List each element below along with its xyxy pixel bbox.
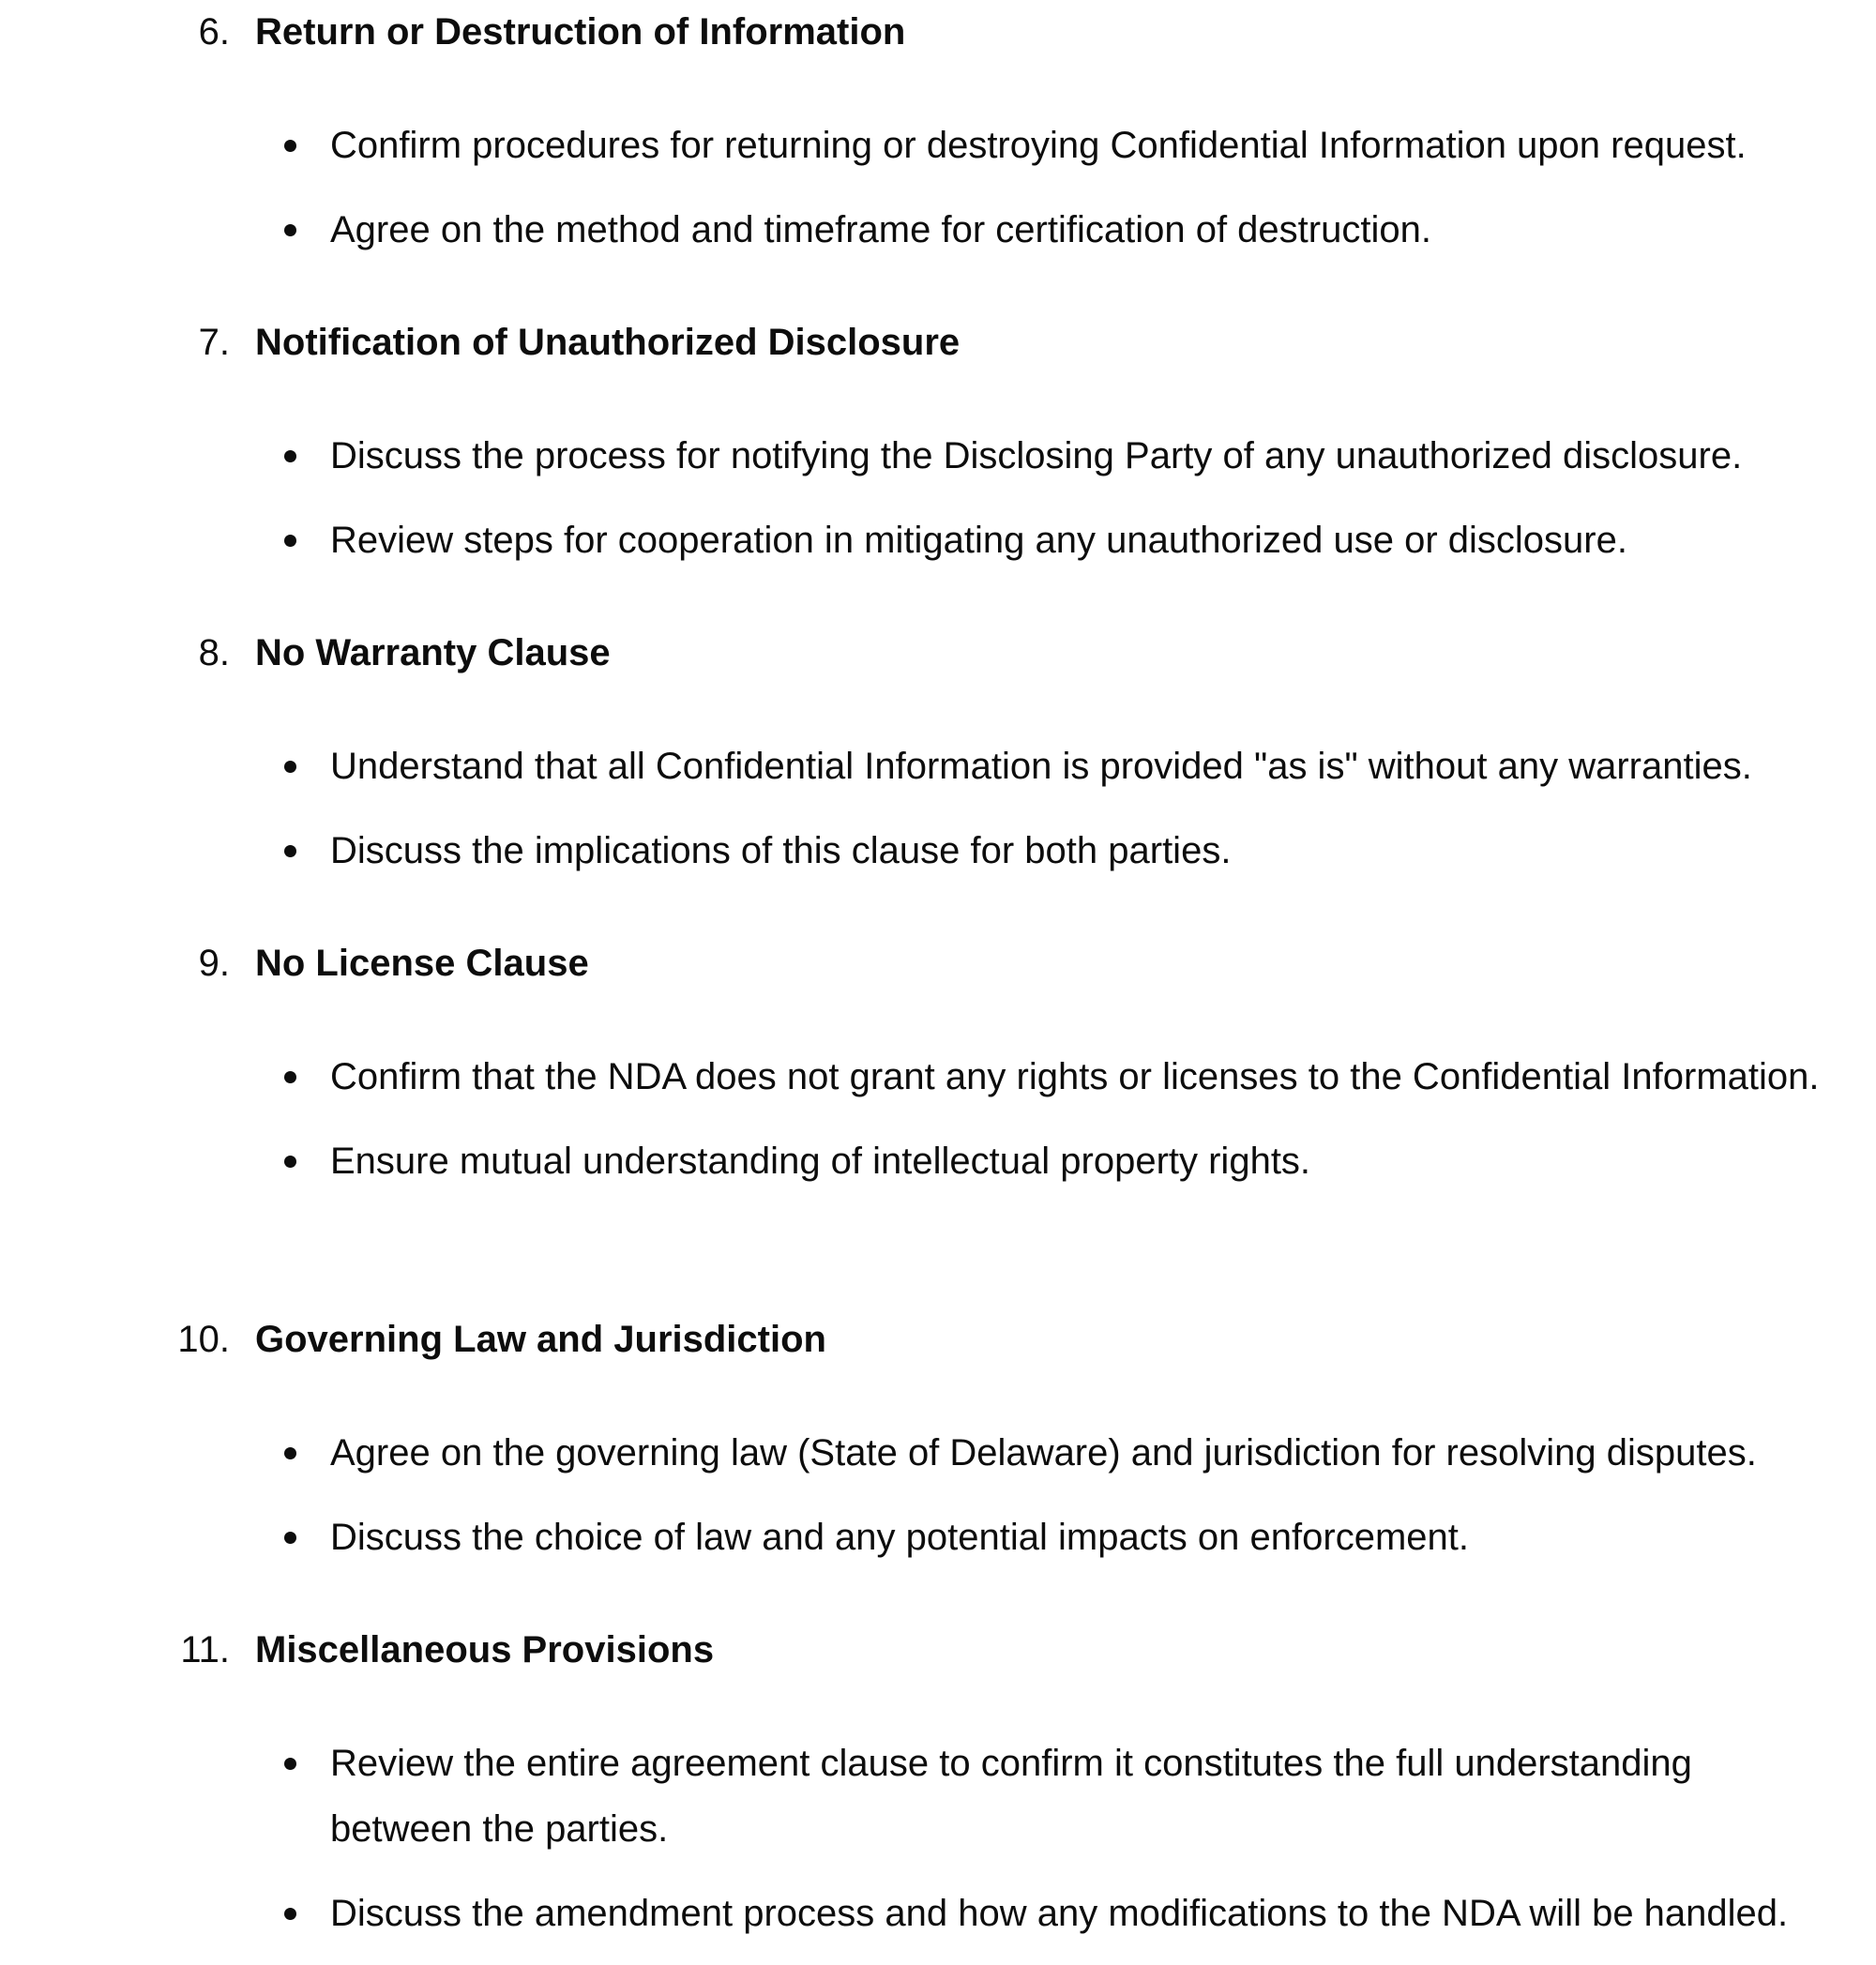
bullet-list (0, 1731, 1876, 1965)
bullet-dot-icon (284, 1908, 296, 1920)
bullet-dot-icon (284, 450, 296, 462)
bullet-text: Confirm that the NDA does not grant any rights or licenses to the Confidential Information. (330, 1056, 1820, 1097)
section-title: Miscellaneous Provisions (255, 1629, 715, 1670)
list-item (0, 1044, 1840, 1110)
section-title: No License Clause (255, 943, 589, 984)
bullet-list (0, 423, 1876, 592)
bullet-list (0, 1420, 1876, 1589)
section-number: 8. (198, 632, 230, 673)
bullet-dot-icon (284, 845, 296, 857)
bullet-dot-icon (284, 1071, 296, 1083)
list-item (0, 197, 1840, 263)
bullet-dot-icon (284, 1758, 296, 1770)
bullet-text: Discuss the amendment process and how any modifications to the NDA will be handled. (330, 1893, 1789, 1934)
bullet-dot-icon (284, 761, 296, 773)
bullet-dot-icon (284, 535, 296, 547)
bullet-text: Agree on the governing law (State of Delaware) and jurisdiction for resolving disputes. (330, 1432, 1757, 1474)
list-item (0, 1128, 1840, 1194)
bullet-dot-icon (284, 1447, 296, 1459)
section-number: 6. (198, 11, 230, 53)
list-item (0, 1731, 1840, 1862)
bullet-text: Agree on the method and timeframe for certification of destruction. (330, 209, 1431, 250)
list-item (0, 733, 1840, 799)
section-title: No Warranty Clause (255, 632, 611, 673)
list-item (0, 507, 1840, 573)
bullet-dot-icon (284, 1532, 296, 1544)
bullet-text: Discuss the implications of this clause for both parties. (330, 830, 1232, 871)
bullet-text: Review the entire agreement clause to confirm it constitutes the full understanding between the parties. (330, 1743, 1692, 1850)
list-item (0, 1420, 1840, 1486)
bullet-list (0, 113, 1876, 281)
bullet-text: Discuss the choice of law and any potential impacts on enforcement. (330, 1517, 1469, 1558)
section-title: Governing Law and Jurisdiction (255, 1319, 826, 1360)
bullet-text: Confirm procedures for returning or destroying Confidential Information upon request. (330, 125, 1747, 166)
bullet-dot-icon (284, 140, 296, 152)
section-number: 10. (177, 1319, 230, 1360)
section-number: 11. (180, 1629, 230, 1670)
list-item (0, 818, 1840, 884)
bullet-dot-icon (284, 1156, 296, 1168)
bullet-text: Understand that all Confidential Information is provided "as is" without any warranties. (330, 746, 1752, 787)
bullet-text: Ensure mutual understanding of intellectual property rights. (330, 1141, 1311, 1182)
bullet-dot-icon (284, 224, 296, 236)
list-item (0, 1881, 1840, 1946)
section-number: 9. (198, 943, 230, 984)
section-title: Return or Destruction of Information (255, 11, 906, 53)
bullet-text: Review steps for cooperation in mitigating any unauthorized use or disclosure. (330, 520, 1627, 561)
bullet-list (0, 1044, 1876, 1213)
list-item (0, 1504, 1840, 1570)
list-item (0, 113, 1840, 178)
list-item (0, 423, 1840, 489)
bullet-text: Discuss the process for notifying the Disclosing Party of any unauthorized disclosure. (330, 435, 1743, 476)
bullet-list (0, 733, 1876, 902)
section-number: 7. (198, 322, 230, 363)
section-title: Notification of Unauthorized Disclosure (255, 322, 961, 363)
